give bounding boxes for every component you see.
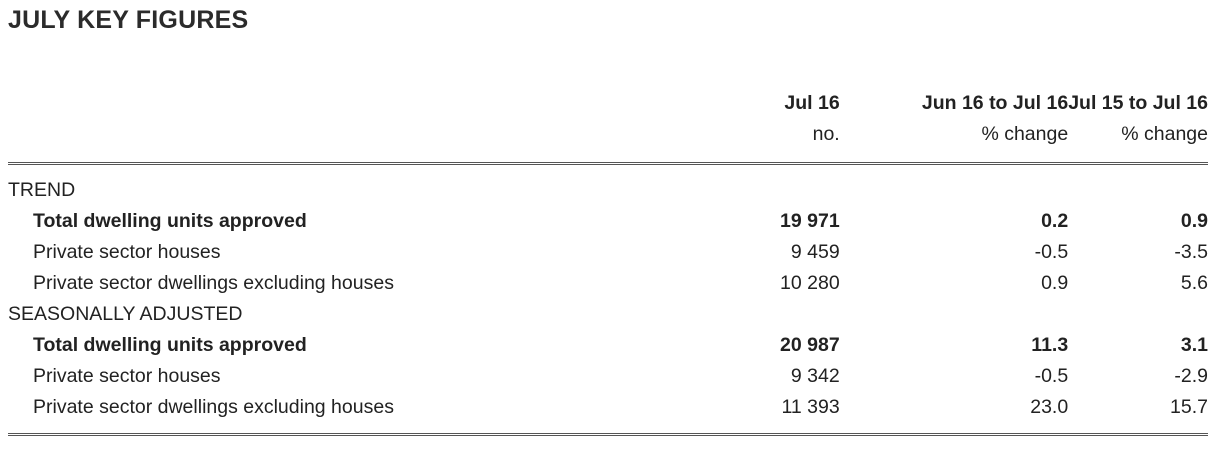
cell-value: 10 280 xyxy=(780,272,840,294)
cell-value: 15.7 xyxy=(1170,396,1208,418)
row-label: Private sector dwellings excluding houses xyxy=(33,272,394,294)
row-label: Total dwelling units approved xyxy=(33,334,307,356)
row-label: Total dwelling units approved xyxy=(33,210,307,232)
header-divider xyxy=(8,164,1208,176)
column-unit-row xyxy=(8,119,1208,150)
footer-divider xyxy=(8,423,1208,435)
cell-value: 11 393 xyxy=(781,396,840,418)
cell-value: -2.9 xyxy=(1174,365,1208,387)
table-row xyxy=(8,268,1208,299)
cell-value: 0.9 xyxy=(1041,272,1069,294)
column-heading-annual-change: Jul 15 to Jul 16 xyxy=(1068,92,1208,114)
cell-value: 0.2 xyxy=(1041,210,1069,232)
table-row xyxy=(8,206,1208,237)
table-row xyxy=(8,237,1208,268)
cell-value: 11.3 xyxy=(1031,334,1069,356)
column-unit-monthly-change: % change xyxy=(981,123,1069,145)
column-unit-annual-change: % change xyxy=(1121,123,1208,145)
column-header-row xyxy=(8,88,1208,119)
section-heading-trend xyxy=(8,175,1208,206)
key-figures-table xyxy=(8,88,1208,436)
section-heading-seasonally-adjusted xyxy=(8,299,1208,330)
column-heading-monthly-change: Jun 16 to Jul 16 xyxy=(921,92,1069,114)
section-label: TREND xyxy=(8,179,76,201)
header-spacer xyxy=(8,150,1208,164)
table-row xyxy=(8,330,1208,361)
cell-value: 0.9 xyxy=(1180,210,1208,232)
cell-value: 23.0 xyxy=(1030,396,1069,418)
column-unit-jul16: no. xyxy=(812,123,840,145)
table-row xyxy=(8,361,1208,392)
page-title: JULY KEY FIGURES xyxy=(8,6,249,34)
row-label: Private sector houses xyxy=(33,241,221,263)
section-label: SEASONALLY ADJUSTED xyxy=(8,303,243,325)
cell-value: 19 971 xyxy=(780,210,840,232)
header-blank-cell xyxy=(8,88,623,119)
cell-value: -0.5 xyxy=(1034,365,1069,387)
cell-value: 5.6 xyxy=(1180,272,1208,294)
row-label: Private sector houses xyxy=(33,365,221,387)
cell-value: 9 459 xyxy=(790,241,840,263)
cell-value: 3.1 xyxy=(1180,334,1208,356)
cell-value: -0.5 xyxy=(1034,241,1069,263)
unit-blank-cell xyxy=(8,119,623,150)
row-label: Private sector dwellings excluding houses xyxy=(33,396,394,418)
column-heading-jul16: Jul 16 xyxy=(784,92,840,114)
cell-value: -3.5 xyxy=(1174,241,1208,263)
table-row xyxy=(8,392,1208,423)
cell-value: 9 342 xyxy=(790,365,840,387)
cell-value: 20 987 xyxy=(780,334,840,356)
